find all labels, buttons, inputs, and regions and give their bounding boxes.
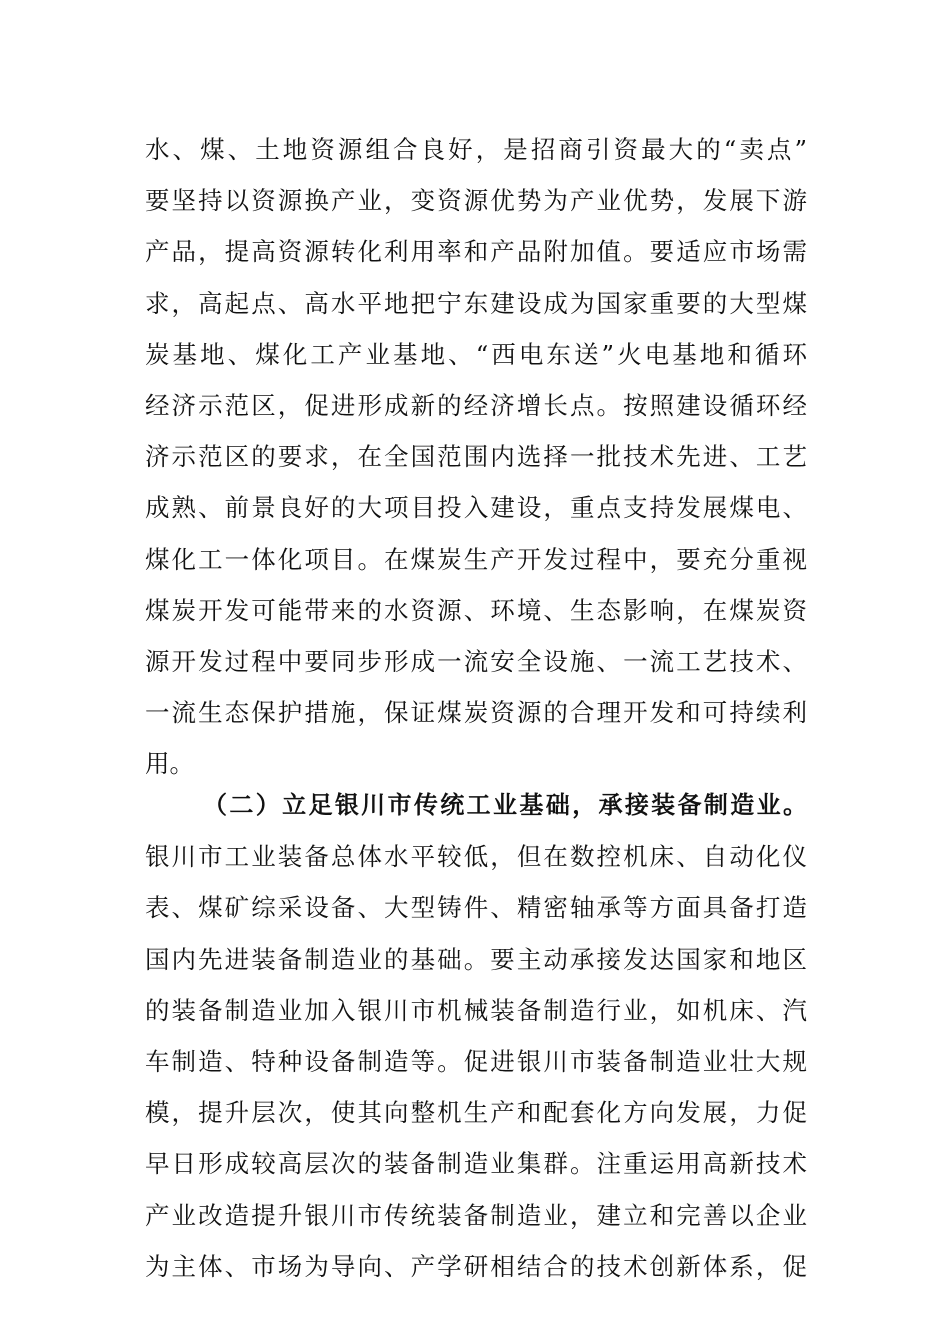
- paragraph-line: 早日形成较高层次的装备制造业集群。注重运用高新技术: [145, 1149, 807, 1179]
- paragraph-line: 源开发过程中要同步形成一流安全设施、一流工艺技术、: [145, 646, 807, 676]
- paragraph-line: 济示范区的要求，在全国范围内选择一批技术先进、工艺: [145, 442, 807, 472]
- paragraph-resource-advantage: [145, 124, 807, 789]
- paragraph-line: 水、煤、土地资源组合良好，是招商引资最大的“卖点”: [145, 135, 807, 164]
- section-equipment-manufacturing: [145, 780, 807, 1292]
- paragraph-line: 煤炭开发可能带来的水资源、环境、生态影响，在煤炭资: [145, 595, 807, 625]
- paragraph-line: 产品，提高资源转化利用率和产品附加值。要适应市场需: [145, 237, 807, 267]
- paragraph-line: 国内先进装备制造业的基础。要主动承接发达国家和地区: [145, 944, 807, 974]
- paragraph-line: 模，提升层次，使其向整机生产和配套化方向发展，力促: [145, 1098, 807, 1128]
- paragraph-line: 经济示范区，促进形成新的经济增长点。按照建设循环经: [145, 390, 807, 420]
- section-heading: （二）立足银川市传统工业基础，承接装备制造业。: [203, 791, 807, 819]
- paragraph-line: 产业改造提升银川市传统装备制造业，建立和完善以企业: [145, 1200, 807, 1230]
- paragraph-line: 表、煤矿综采设备、大型铸件、精密轴承等方面具备打造: [145, 893, 807, 923]
- paragraph-line: 银川市工业装备总体水平较低，但在数控机床、自动化仪: [145, 842, 807, 872]
- paragraph-line: 煤化工一体化项目。在煤炭生产开发过程中，要充分重视: [145, 544, 807, 574]
- paragraph-line: 一流生态保护措施，保证煤炭资源的合理开发和可持续利: [145, 698, 807, 728]
- paragraph-line: 成熟、前景良好的大项目投入建设，重点支持发展煤电、: [145, 493, 807, 523]
- paragraph-line: 炭基地、煤化工产业基地、“西电东送”火电基地和循环: [145, 339, 807, 369]
- paragraph-line: 车制造、特种设备制造等。促进银川市装备制造业壮大规: [145, 1046, 807, 1076]
- paragraph-line: 为主体、市场为导向、产学研相结合的技术创新体系，促: [145, 1251, 807, 1281]
- paragraph-line: 的装备制造业加入银川市机械装备制造行业，如机床、汽: [145, 995, 807, 1025]
- paragraph-line: 求，高起点、高水平地把宁东建设成为国家重要的大型煤: [145, 288, 807, 318]
- paragraph-line: 用。: [145, 749, 194, 779]
- paragraph-line: 要坚持以资源换产业，变资源优势为产业优势，发展下游: [145, 186, 807, 216]
